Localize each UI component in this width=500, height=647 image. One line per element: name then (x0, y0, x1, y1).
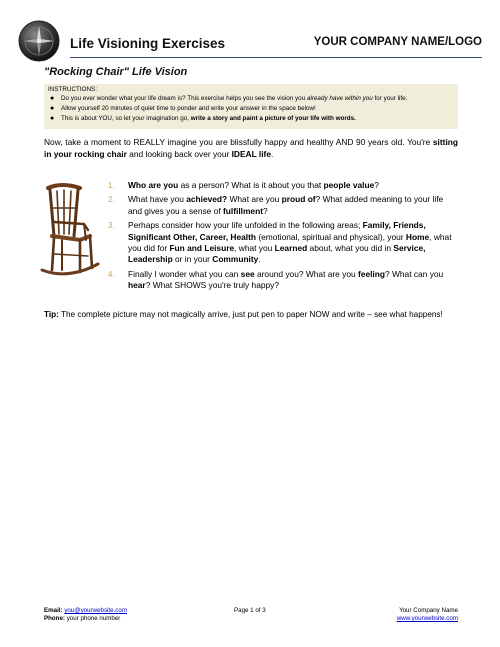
question-number: 1. (108, 181, 115, 190)
bullet-icon: ● (50, 105, 55, 112)
question-number: 4. (108, 269, 115, 279)
bullet-icon: ● (50, 95, 55, 102)
instruction-item: ● Do you ever wonder what your life dream is? This exercise helps you see the vision you already have within you for your life. (50, 95, 408, 102)
tip-label: Tip: (44, 310, 59, 319)
instruction-item: ● Allow yourself 20 minutes of quiet time to ponder and write your answer in the space below! (50, 105, 316, 112)
question-item: 1. Who are you as a person? What is it about you that people value? (108, 180, 379, 190)
instruction-item: ● This is about YOU, so let your imagination go, write a story and paint a picture of your life with words. (50, 115, 356, 122)
page-header (18, 20, 482, 64)
compass-logo-icon (18, 20, 60, 62)
document-title: "Rocking Chair" Life Vision (44, 66, 188, 78)
page-number: Page 1 of 3 (234, 607, 266, 614)
header-title: Life Visioning Exercises (70, 36, 226, 51)
question-item: 2. What have you achieved? What are you proud of? What added meaning to your life and gives you a sense of fulfillment? (108, 194, 444, 216)
rocking-chair-illustration (40, 178, 100, 288)
tip-text: Tip: The complete picture may not magically arrive, just put pen to paper NOW and write – see what happens! (44, 310, 443, 319)
bullet-icon: ● (50, 115, 55, 122)
question-number: 2. (108, 195, 115, 205)
instructions-box (44, 84, 458, 129)
footer-company: Your Company Name www.yourwebsite.com (396, 607, 458, 622)
question-item: 3. Perhaps consider how your life unfolded in the following areas; Family, Friends, Significant Other, Career, Health (emotional, spiritual and physical), your Home, what you did for Fun and Leisure, what you Learned about, what you did in Service, Leadership or in your Community. (108, 220, 452, 265)
question-item: 4. Finally I wonder what you can see around you? What are you feeling? What can you hear? What SHOWS you're truly happy? (108, 268, 444, 291)
header-divider (70, 57, 482, 58)
phone-number: your phone number (66, 615, 121, 622)
instructions-heading: INSTRUCTIONS: (48, 86, 97, 93)
footer-contact: Email: you@yourwebsite.com Phone: your phone number (44, 607, 127, 622)
intro-paragraph: Now, take a moment to REALLY imagine you are blissfully happy and healthy AND 90 years old. You're sitting in your rocking chair and looking back over your IDEAL life. (44, 137, 458, 159)
page-footer (44, 607, 458, 627)
company-logo-text: YOUR COMPANY NAME/LOGO (313, 36, 482, 48)
website-link[interactable]: www.yourwebsite.com (396, 615, 458, 622)
email-link[interactable]: you@yourwebsite.com (64, 607, 127, 614)
question-number: 3. (108, 221, 115, 231)
question-list (108, 180, 458, 295)
